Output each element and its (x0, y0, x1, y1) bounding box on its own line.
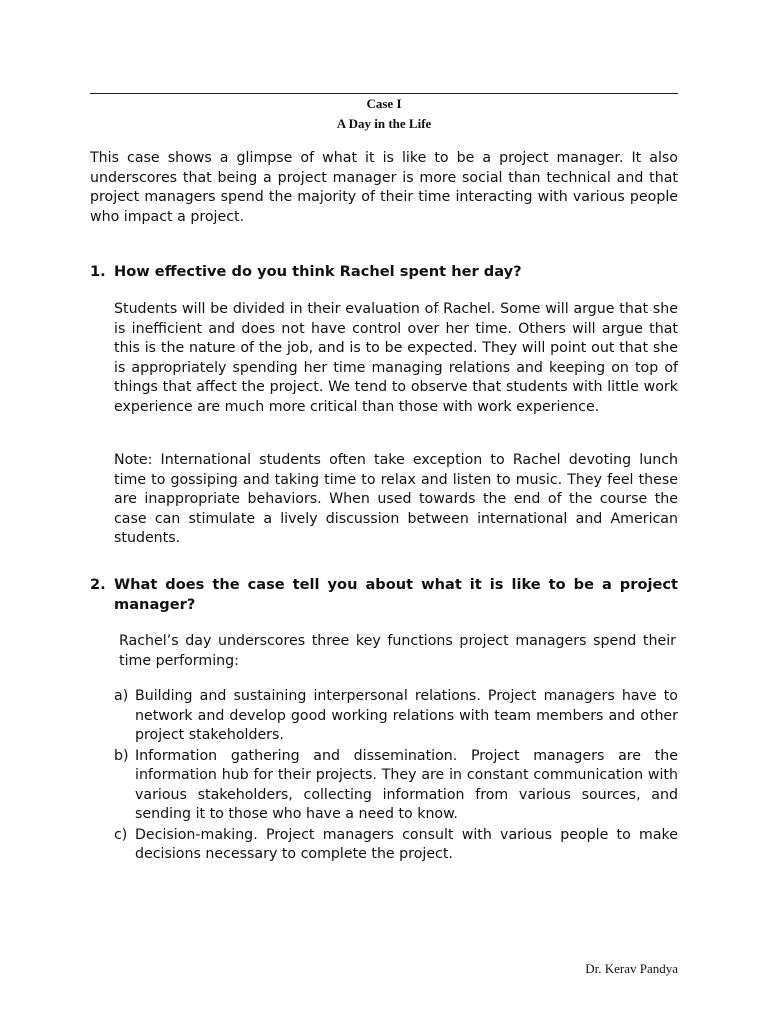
header-rule (90, 93, 678, 94)
list-item-marker: b) (114, 747, 129, 764)
question-1 (90, 262, 678, 282)
question-2-answer-intro: Rachel’s day underscores three key functions project managers spend their time performing: (119, 633, 676, 669)
list-item-marker: c) (114, 826, 128, 843)
case-title: A Day in the Life (336, 116, 432, 131)
document-page (90, 0, 678, 1024)
list-item-text: Building and sustaining interpersonal relations. Project managers have to network and develop good working relations with team members and other project stakeholders. (135, 688, 678, 743)
question-2-text: What does the case tell you about what it is like to be a project manager? (114, 576, 678, 613)
case-label: Case I (366, 96, 402, 111)
question-1-answer: Students will be divided in their evaluation of Rachel. Some will argue that she is inefficient and does not have control over her time. Others will argue that this is the nature of the job, and is to be expected. They will point out that she is appropriately spending her time managing relations and keeping on top of things that affect the project. We tend to observe that students with little work experience are much more critical than those with work experience. (114, 301, 678, 415)
list-item (114, 826, 678, 865)
author-signature: Dr. Kerav Pandya (585, 961, 678, 976)
question-1-text: How effective do you think Rachel spent her day? (114, 263, 522, 280)
list-item (114, 747, 678, 825)
question-1-number: 1. (90, 263, 106, 280)
list-item (114, 687, 678, 746)
intro-paragraph: This case shows a glimpse of what it is like to be a project manager. It also underscores that being a project manager is more social than technical and that project managers spend the majority of their time interacting with various people who impact a project. (90, 150, 678, 225)
list-item-text: Decision-making. Project managers consult with various people to make decisions necessary to complete the project. (135, 826, 678, 862)
question-2 (90, 575, 678, 615)
question-2-number: 2. (90, 576, 106, 593)
question-1-note: Note: International students often take exception to Rachel devoting lunch time to gossiping and taking time to relax and listen to music. They feel these are inappropriate behaviors. When used towards the end of the course the case can stimulate a lively discussion between international and American students. (114, 452, 678, 546)
list-item-text: Information gathering and dissemination. Project managers are the information hub for their projects. They are in constant communication with various stakeholders, collecting information from various sources, and sending it to those who have a need to know. (135, 747, 678, 822)
functions-list (114, 687, 678, 866)
list-item-marker: a) (114, 688, 129, 704)
